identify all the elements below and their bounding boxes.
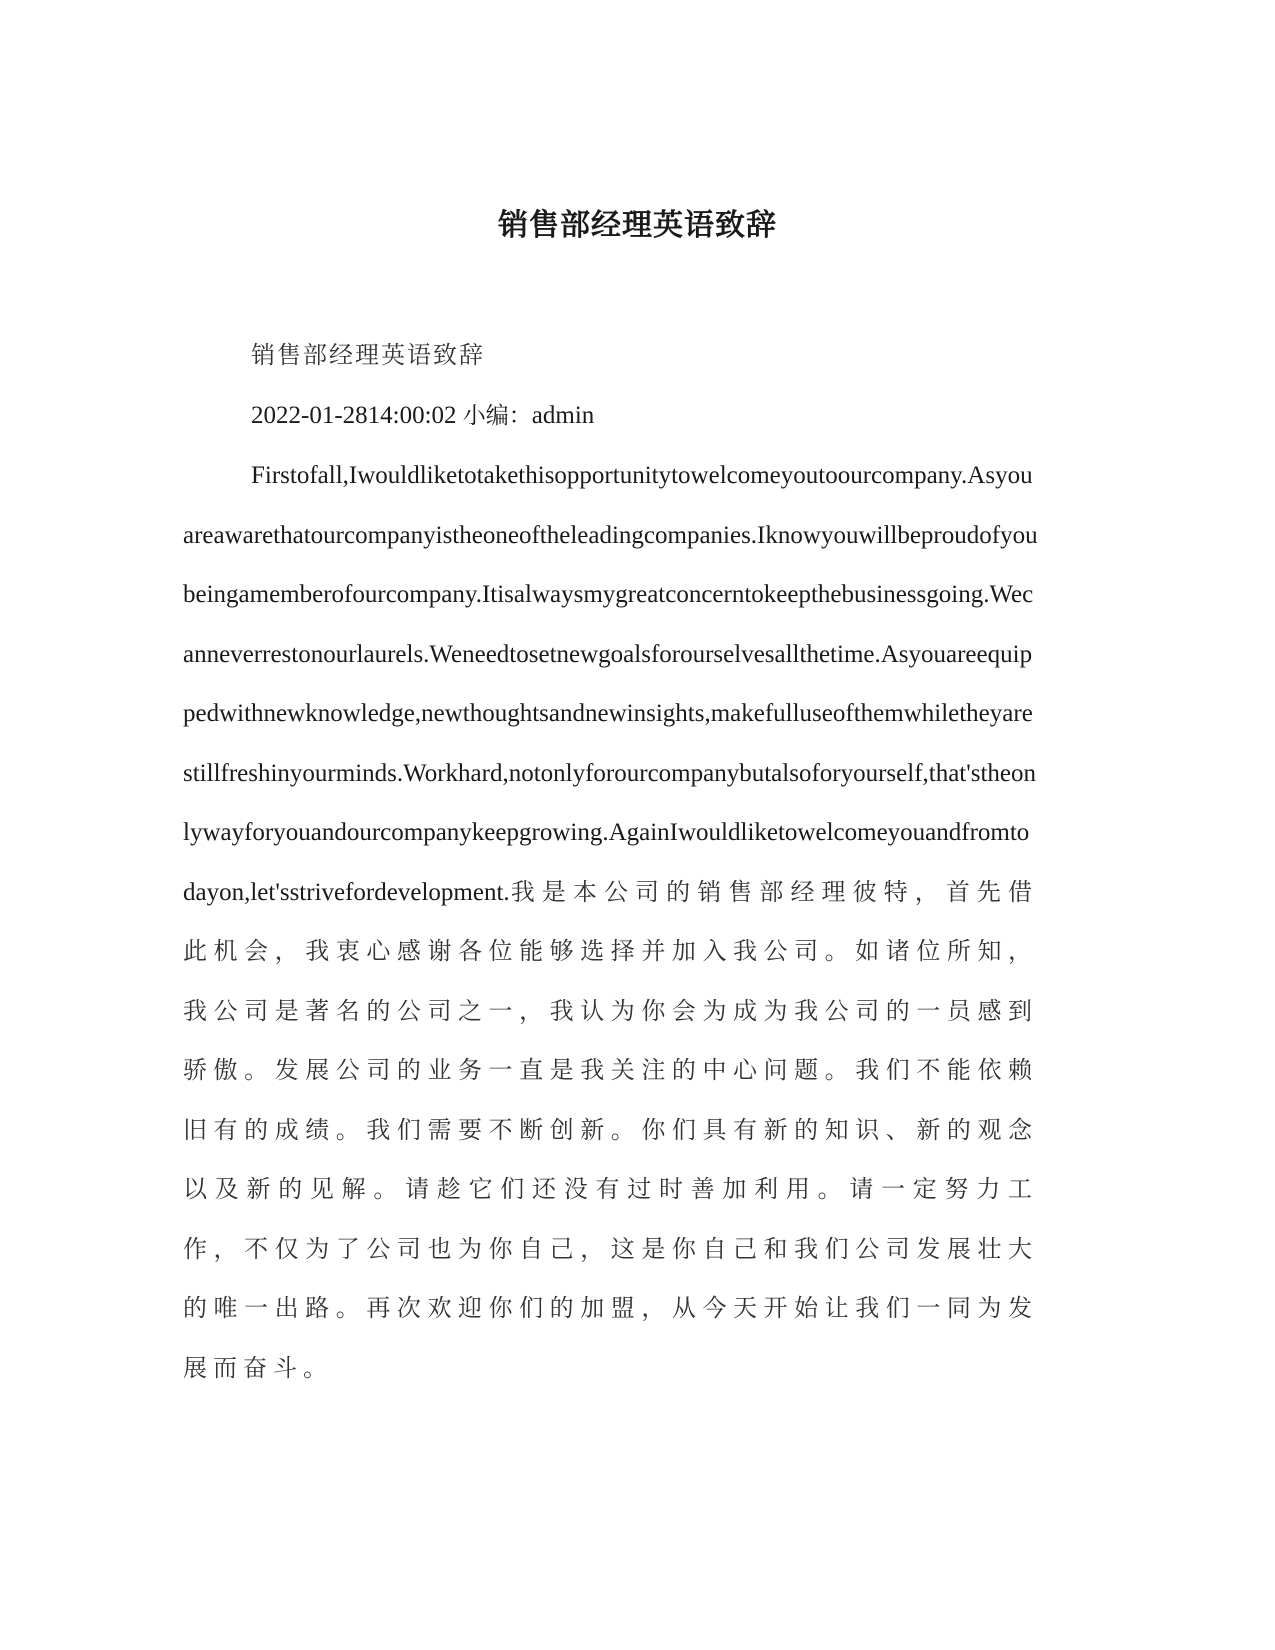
article-english-text: Firstofall,Iwouldliketotakethisopportunitytowelcomeyoutoourcompany.Asyouareawarethatourcompanyistheoneoftheleadingcompanies.Iknowyouwillbeproudofyoubeingamemberofourcompany.Itisalwaysmygreatconcerntokeepthebusinessgoing.Wecanneverrestonourlaurels.Weneedtosetnewgoalsforourselvesallthetime.Asyouareequippedwithnewknowledge,newthoughtsandnewinsights,makefulluseofthemwhiletheyarestillfreshinyourminds.Workhard,notonlyforourcompanybutalsoforyourself,that'stheonlywayforyouandourcompanykeepgrowing.AgainIwouldliketowelcomeyouandfromtodayon,let'sstrivefordevelopment.	[183, 462, 1038, 906]
author-name: admin	[531, 401, 595, 429]
author-label: 小编：	[462, 402, 532, 429]
document-title: 销售部经理英语致辞	[498, 208, 777, 243]
document-subtitle: 销售部经理英语致辞	[251, 341, 485, 369]
article-chinese-text: 我是本公司的销售部经理彼特，首先借此机会，我衷心感谢各位能够选择并加入我公司。如诸位所知，我公司是著名的公司之一，我认为你会为成为我公司的一员感到骄傲。发展公司的业务一直是我关注的中心问题。我们不能依赖旧有的成绩。我们需要不断创新。你们具有新的知识、新的观念以及新的见解。请趁它们还没有过时善加利用。请一定努力工作，不仅为了公司也为你自己，这是你自己和我们公司发展壮大的唯一出路。再次欢迎你们的加盟，从今天开始让我们一同为发展而奋斗。	[183, 877, 1038, 1382]
publish-date: 2022-01-2814:00:02	[251, 401, 457, 429]
document-body	[183, 326, 1038, 1398]
article-paragraph	[183, 446, 1038, 1398]
document-meta	[183, 386, 1038, 447]
